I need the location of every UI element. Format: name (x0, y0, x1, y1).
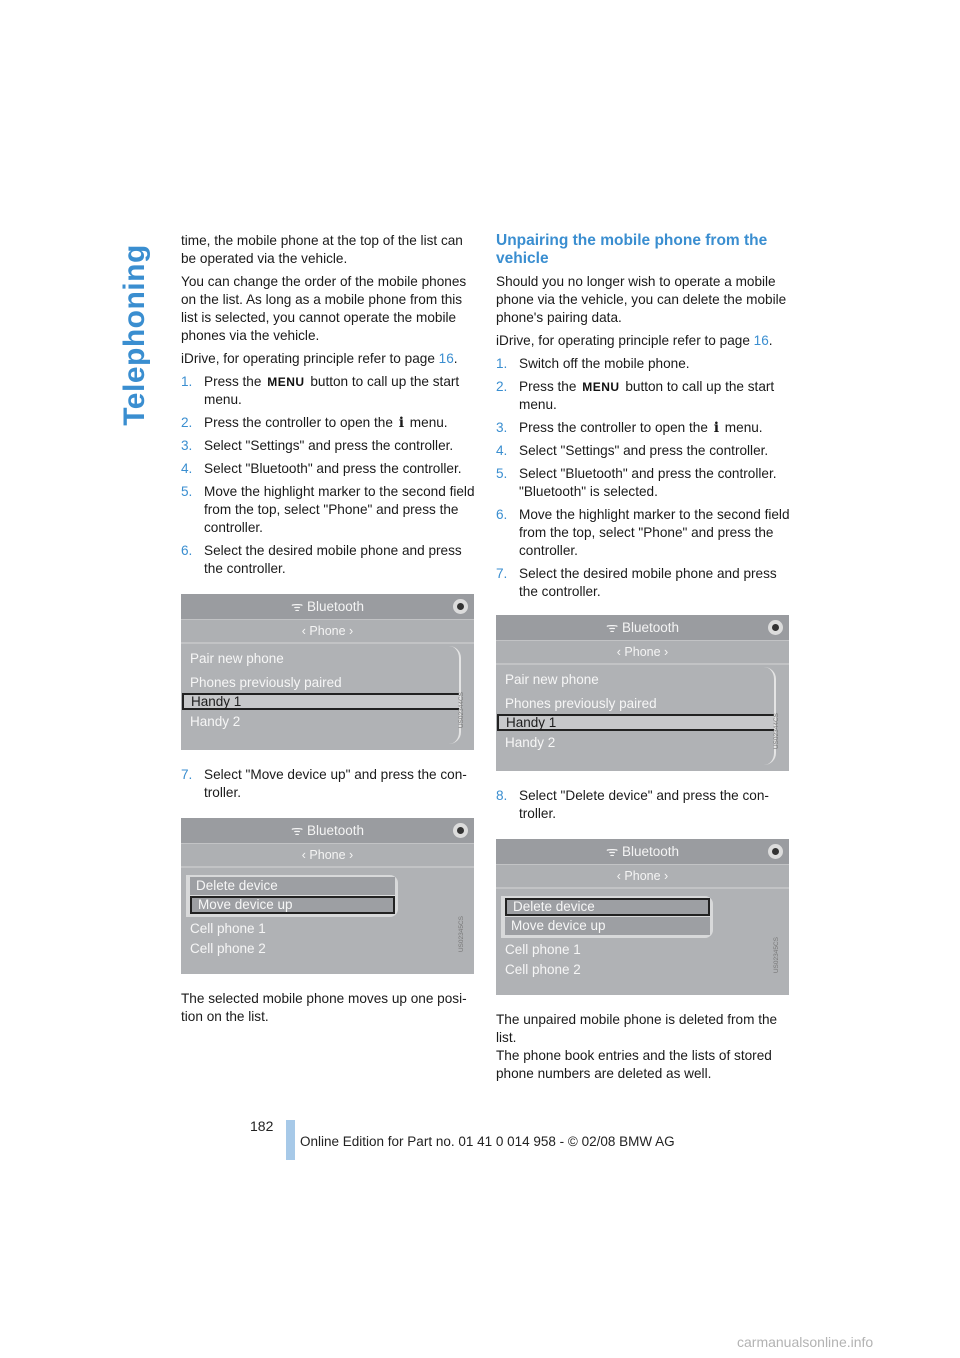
step-item: 6. Select the desired mobile phone and press the controller. (181, 543, 462, 576)
popup-menu (186, 875, 398, 917)
screen-bluetooth-popup (496, 839, 789, 995)
screen-header: ᯤ Bluetooth (181, 594, 474, 619)
step-item: 5. Select "Bluetooth" and press the controller. "Bluetooth" is selected. (496, 466, 777, 499)
bluetooth-icon: ᯤ (290, 823, 308, 838)
page-link[interactable]: 16 (438, 351, 454, 366)
step-item: 3. Press the controller to open the i menu. (496, 420, 763, 436)
image-code: US02344CS (773, 713, 780, 750)
step-item: 8. Select "Delete device" and press the con-troller. (496, 788, 769, 821)
popup-menu (501, 896, 713, 938)
list-item: Cell phone 2 (505, 962, 581, 977)
step-item: 7. Select "Move device up" and press the con-troller. (181, 767, 467, 800)
list-item-selected: Handy 1 (497, 714, 776, 731)
controller-icon (453, 823, 468, 838)
step-item: 4. Select "Settings" and press the controller. (496, 443, 769, 458)
controller-icon (453, 599, 468, 614)
screen-subheader: ‹ Phone › (496, 865, 789, 887)
screen-bluetooth-phone-list (496, 615, 789, 771)
section-heading: Unpairing the mobile phone from the vehicle (496, 232, 768, 267)
menu-button-icon: MENU (267, 375, 305, 389)
list-item: Cell phone 2 (190, 941, 266, 956)
popup-item-selected: Delete device (505, 898, 710, 916)
step-item: 4. Select "Bluetooth" and press the controller. (181, 461, 462, 476)
bluetooth-icon: ᯤ (290, 599, 308, 614)
popup-item: Move device up (505, 917, 710, 935)
popup-item-selected: Move device up (190, 896, 395, 914)
step-item: 6. Move the highlight marker to the second field from the top, select "Phone" and press the controller. (496, 507, 790, 558)
list-item: Phones previously paired (505, 696, 657, 711)
step-item: 1. Press the MENU button to call up the start menu. (181, 374, 460, 407)
step-item: 5. Move the highlight marker to the second field from the top, select "Phone" and press the controller. (181, 484, 475, 535)
list-item: Cell phone 1 (505, 942, 581, 957)
screen-header: ᯤ Bluetooth (496, 839, 789, 864)
screen-bluetooth-popup (181, 818, 474, 974)
step-item: 3. Select "Settings" and press the controller. (181, 438, 454, 453)
paragraph: iDrive, for operating principle refer to page 16. (496, 333, 773, 348)
paragraph: You can change the order of the mobile phones on the list. As long as a mobile phone from this list is selected, you cannot operate the mobile phones via the vehicle. (181, 274, 467, 343)
screen-subheader: ‹ Phone › (181, 844, 474, 866)
right-column (496, 232, 791, 1088)
step-item: 2. Press the MENU button to call up the start menu. (496, 379, 775, 412)
edition-note: Online Edition for Part no. 01 41 0 014 958 - © 02/08 BMW AG (300, 1134, 675, 1149)
image-code: US02345CS (458, 916, 465, 953)
info-icon: i (398, 415, 405, 431)
screen-header: ᯤ Bluetooth (181, 818, 474, 843)
screen-subheader: ‹ Phone › (496, 641, 789, 663)
paragraph: time, the mobile phone at the top of the list can be operated via the vehicle. (181, 233, 463, 266)
left-column (181, 232, 476, 1031)
bluetooth-icon: ᯤ (605, 620, 623, 635)
page-link[interactable]: 16 (753, 333, 769, 348)
step-item: 7. Select the desired mobile phone and press the controller. (496, 566, 777, 599)
page-number: 182 (250, 1118, 274, 1134)
paragraph: Should you no longer wish to operate a mobile phone via the vehicle, you can delete the mobile phone's pairing data. (496, 274, 787, 325)
paragraph: The selected mobile phone moves up one posi-tion on the list. (181, 991, 467, 1024)
controller-icon (768, 844, 783, 859)
step-item: 1. Switch off the mobile phone. (496, 356, 690, 371)
controller-icon (768, 620, 783, 635)
paragraph: The unpaired mobile phone is deleted from the list. (496, 1012, 778, 1045)
screen-bluetooth-phone-list (181, 594, 474, 750)
list-item: Pair new phone (505, 672, 599, 687)
list-item: Handy 2 (505, 735, 556, 750)
screen-header: ᯤ Bluetooth (496, 615, 789, 640)
info-icon: i (713, 420, 720, 436)
screen-subheader: ‹ Phone › (181, 620, 474, 642)
image-code: US02344CS (458, 692, 465, 729)
list-item: Cell phone 1 (190, 921, 266, 936)
popup-item: Delete device (190, 877, 395, 895)
footer-accent-bar (286, 1120, 295, 1160)
chapter-title: Telephoning (117, 244, 151, 426)
bluetooth-icon: ᯤ (605, 844, 623, 859)
watermark: carmanualsonline.info (737, 1334, 874, 1350)
paragraph: The phone book entries and the lists of stored phone numbers are deleted as well. (496, 1048, 772, 1081)
list-item: Pair new phone (190, 651, 284, 666)
menu-button-icon: MENU (582, 380, 620, 394)
step-item: 2. Press the controller to open the i menu. (181, 415, 448, 431)
image-code: US02345CS (773, 937, 780, 974)
list-item: Handy 2 (190, 714, 241, 729)
list-item-selected: Handy 1 (182, 693, 461, 710)
list-item: Phones previously paired (190, 675, 342, 690)
paragraph: iDrive, for operating principle refer to page 16. (181, 351, 458, 366)
